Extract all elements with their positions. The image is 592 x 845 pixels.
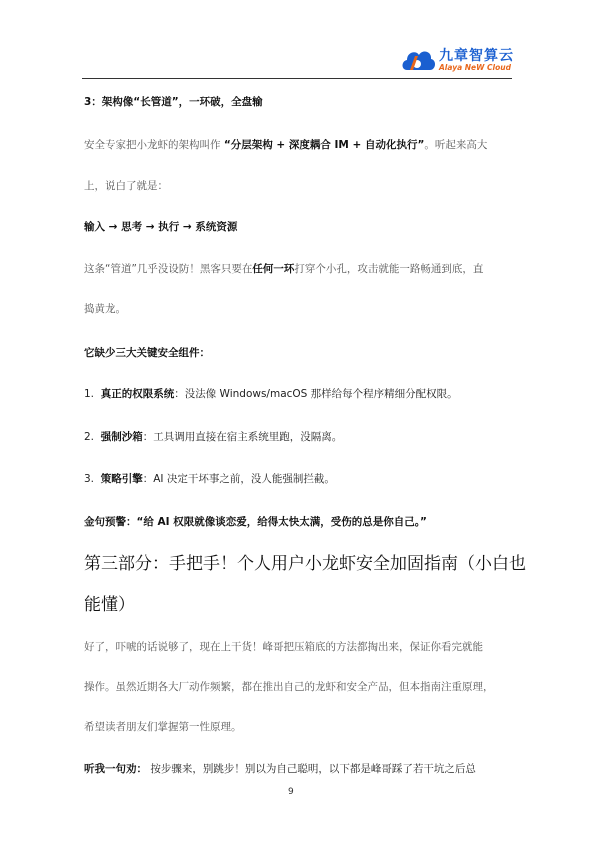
advice-label: 听我一句劝： — [84, 763, 147, 775]
logo-en-text: Alaya NeW Cloud — [439, 63, 511, 72]
list-item — [84, 423, 514, 451]
list-desc: ：工具调用直接在宿主系统里跑，没隔离。 — [142, 431, 343, 443]
list-desc: ：AI 决定干坏事之前，没人能强制拦截。 — [142, 473, 335, 485]
bold-phrase: 任何一环 — [252, 263, 295, 275]
cloud-logo-icon — [401, 44, 437, 74]
paragraph-text: 这条“管道”几乎没设防！黑客只要在 — [84, 263, 253, 275]
list-item — [84, 380, 514, 408]
advice-line — [84, 755, 514, 783]
advice-text: 按步骤来，别跳步！别以为自己聪明，以下都是峰哥踩了若干坑之后总 — [147, 763, 476, 775]
list-desc: ：没法像 Windows/macOS 那样给每个程序精细分配权限。 — [174, 388, 458, 400]
paragraph-line: 上，说白了就是： — [84, 180, 168, 192]
subheading-missing: 它缺少三大关键安全组件： — [84, 347, 210, 359]
list-number: 3. — [84, 473, 95, 485]
part-title-line2: 能懂） — [84, 595, 135, 615]
section-heading: 3：架构像“长管道”，一环破，全盘输 — [84, 96, 263, 108]
quote-line: 金句预警：“给 AI 权限就像谈恋爱，给得太快太满，受伤的总是你自己。” — [84, 516, 427, 528]
bold-phrase: “分层架构 + 深度耦合 IM + 自动化执行” — [223, 139, 425, 151]
flow-line: 输入 → 思考 → 执行 → 系统资源 — [84, 221, 238, 233]
list-number: 1. — [84, 388, 95, 400]
paragraph-architecture — [84, 131, 514, 159]
paragraph-pipeline — [84, 255, 514, 283]
paragraph-text: 打穿个小孔，攻击就能一路畅通到底，直 — [294, 263, 484, 275]
list-number: 2. — [84, 431, 95, 443]
paragraph-line: 操作。虽然近期各大厂动作频繁，都在推出自己的龙虾和安全产品，但本指南注重原理， — [84, 681, 494, 693]
paragraph-line: 好了，吓唬的话说够了，现在上干货！峰哥把压箱底的方法都掏出来，保证你看完就能 — [84, 641, 483, 653]
list-term: 强制沙箱 — [100, 431, 143, 443]
list-term: 真正的权限系统 — [100, 388, 175, 400]
paragraph-text: 。听起来高大 — [424, 139, 488, 151]
brand-logo — [401, 44, 514, 74]
part-title: 第三部分：手把手！个人用户小龙虾安全加固指南（小白也 — [84, 554, 526, 574]
list-item — [84, 465, 514, 493]
list-term: 策略引擎 — [100, 473, 143, 485]
paragraph-line: 希望读者朋友们掌握第一性原理。 — [84, 721, 242, 733]
page-number: 9 — [288, 787, 294, 797]
logo-cn-text: 九章智算云 — [439, 48, 514, 64]
paragraph-line: 捣黄龙。 — [84, 303, 126, 315]
header-divider — [82, 78, 512, 79]
paragraph-text: 安全专家把小龙虾的架构叫作 — [84, 139, 224, 151]
